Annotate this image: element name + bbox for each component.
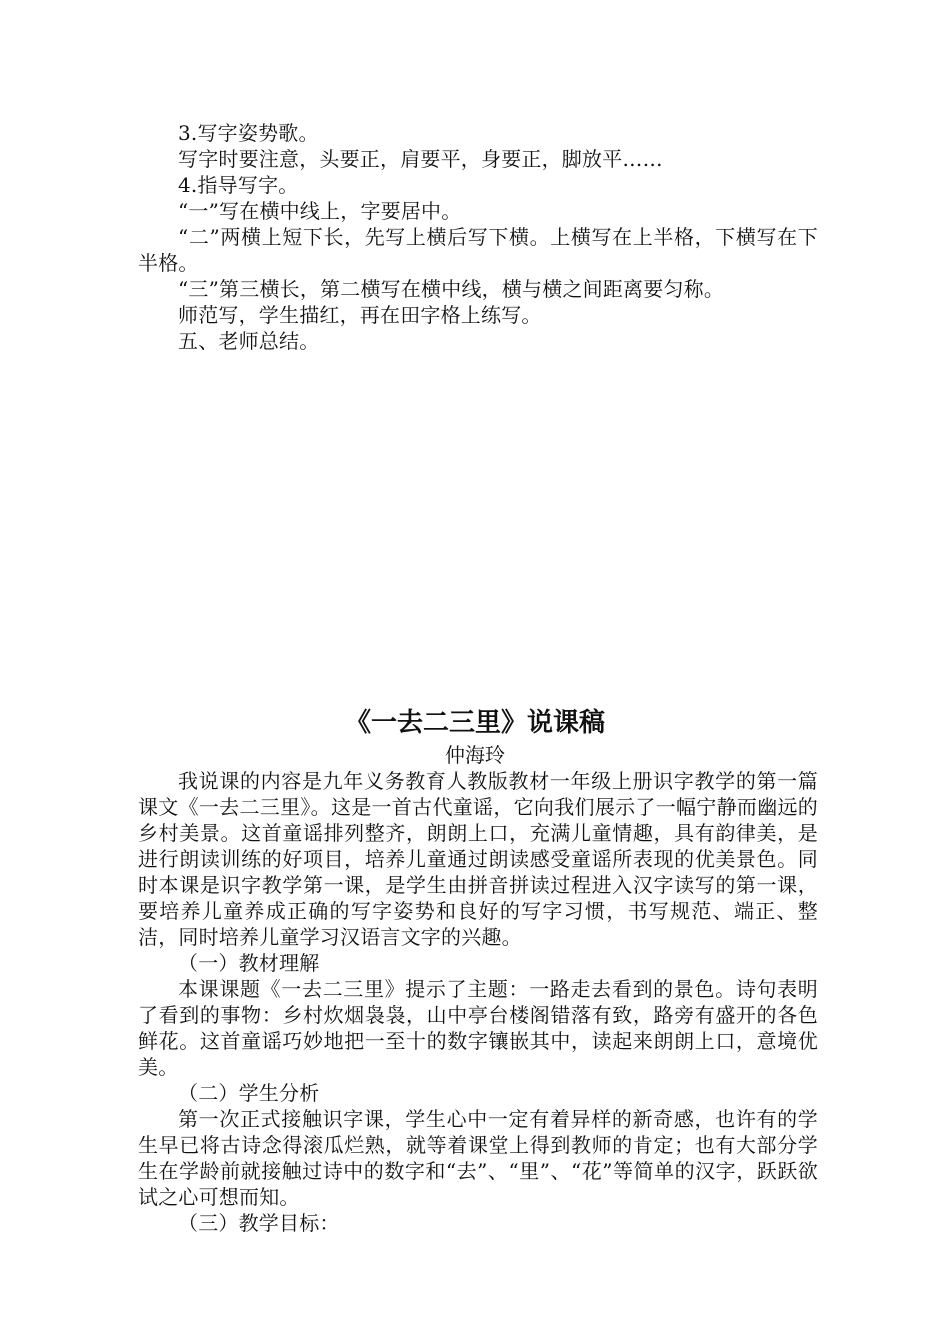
paragraph: “一”写在横中线上，字要居中。: [178, 199, 462, 223]
paragraph: 师范写，学生描红，再在田字格上练写。: [178, 303, 542, 327]
paragraph: 4.指导写字。: [178, 173, 299, 197]
paragraph: 写字时要注意，头要正，肩要平，身要正，脚放平……: [178, 147, 663, 171]
document-body: [138, 768, 818, 1236]
paragraph: 本课课题《一去二三里》提示了主题：一路走去看到的景色。诗句表明了看到的事物：乡村炊烟袅袅，山中亭台楼阁错落有致，路旁有盛开的各色鲜花。这首童谣巧妙地把一至十的数字镶嵌其中，读起来朗朗上口，意境优美。: [138, 977, 818, 1079]
section-heading: （一）教材理解: [178, 951, 320, 975]
document-title: 《一去二三里》说课稿: [344, 708, 605, 738]
section-heading: （二）学生分析: [178, 1081, 320, 1105]
paragraph: 第一次正式接触识字课，学生心中一定有着异样的新奇感，也许有的学生早已将古诗念得滚瓜烂熟，就等着课堂上得到教师的肯定；也有大部分学生在学龄前就接触过诗中的数字和“去”、“里”、“花”等简单的汉字，跃跃欲试之心可想而知。: [138, 1107, 818, 1209]
author-name: 仲海玲: [445, 743, 505, 767]
paragraph: 五、老师总结。: [178, 329, 320, 353]
section-heading: （三）教学目标：: [178, 1211, 340, 1235]
paragraph: “三”第三横长，第二横写在横中线，横与横之间距离要匀称。: [178, 277, 725, 301]
top-section: [138, 120, 818, 354]
paragraph: 我说课的内容是九年义务教育人教版教材一年级上册识字教学的第一篇课文《一去二三里》。这是一首古代童谣，它向我们展示了一幅宁静而幽远的乡村美景。这首童谣排列整齐，朗朗上口，充满儿童情趣，具有韵律美，是进行朗读训练的好项目，培养儿童通过朗读感受童谣所表现的优美景色。同时本课是识字教学第一课，是学生由拼音拼读过程进入汉字读写的第一课，要培养儿童养成正确的写字姿势和良好的写字习惯，书写规范、端正、整洁，同时培养儿童学习汉语言文字的兴趣。: [138, 769, 818, 949]
paragraph: “二”两横上短下长，先写上横后写下横。上横写在上半格，下横写在下半格。: [138, 225, 818, 275]
paragraph: 3.写字姿势歌。: [178, 121, 319, 145]
